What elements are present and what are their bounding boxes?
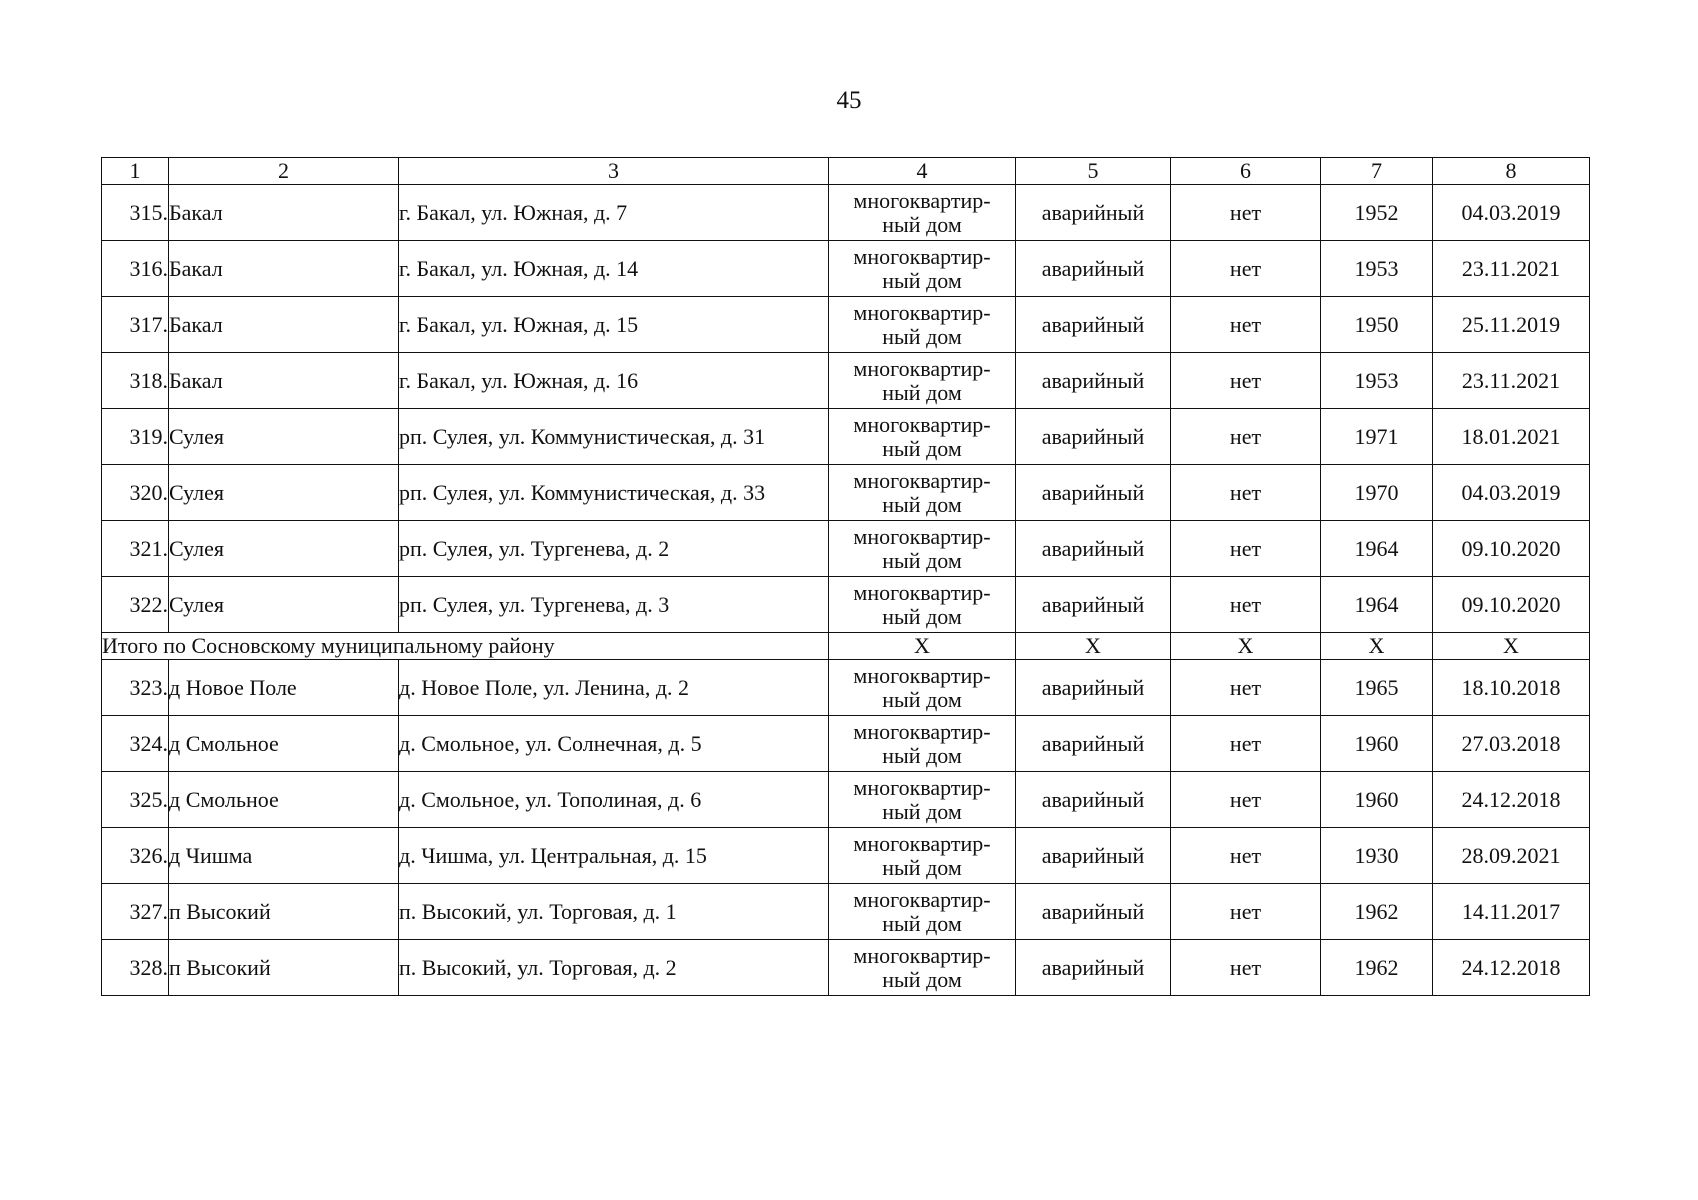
locality-cell: Сулея: [169, 465, 399, 521]
total-row-mark: X: [1171, 633, 1321, 660]
address-cell: рп. Сулея, ул. Коммунистическая, д. 33: [399, 465, 829, 521]
building-type-line-2: ный дом: [882, 435, 962, 461]
table-row: [102, 772, 1590, 828]
column-header: 2: [169, 158, 399, 185]
row-number: 320.: [102, 465, 169, 521]
building-type-cell: [829, 772, 1016, 828]
year-built-cell: 1965: [1321, 660, 1433, 716]
date-cell: 14.11.2017: [1433, 884, 1590, 940]
building-type-cell: [829, 409, 1016, 465]
flag-cell: нет: [1171, 716, 1321, 772]
column-header: 6: [1171, 158, 1321, 185]
building-type-line-1: многоквартир-: [853, 579, 991, 605]
total-row-label: Итого по Сосновскому муниципальному району: [102, 633, 829, 660]
locality-cell: Сулея: [169, 577, 399, 633]
flag-cell: нет: [1171, 521, 1321, 577]
row-number: 319.: [102, 409, 169, 465]
building-type-line-2: ный дом: [882, 910, 962, 936]
table-row: [102, 828, 1590, 884]
date-cell: 18.10.2018: [1433, 660, 1590, 716]
building-type-line-2: ный дом: [882, 323, 962, 349]
date-cell: 09.10.2020: [1433, 577, 1590, 633]
flag-cell: нет: [1171, 465, 1321, 521]
building-type-cell: [829, 297, 1016, 353]
flag-cell: нет: [1171, 660, 1321, 716]
table-row: [102, 577, 1590, 633]
address-cell: п. Высокий, ул. Торговая, д. 2: [399, 940, 829, 996]
building-type-line-1: многоквартир-: [853, 830, 991, 856]
address-cell: д. Чишма, ул. Центральная, д. 15: [399, 828, 829, 884]
table-body: [102, 185, 1590, 996]
year-built-cell: 1964: [1321, 521, 1433, 577]
row-number: 317.: [102, 297, 169, 353]
date-cell: 18.01.2021: [1433, 409, 1590, 465]
building-type-line-1: многоквартир-: [853, 187, 991, 213]
building-type-line-1: многоквартир-: [853, 662, 991, 688]
year-built-cell: 1962: [1321, 884, 1433, 940]
table-row: [102, 660, 1590, 716]
locality-cell: д Смольное: [169, 772, 399, 828]
building-type-line-1: многоквартир-: [853, 355, 991, 381]
building-type-line-2: ный дом: [882, 603, 962, 629]
flag-cell: нет: [1171, 353, 1321, 409]
table-row: [102, 241, 1590, 297]
locality-cell: Бакал: [169, 297, 399, 353]
table-row: [102, 297, 1590, 353]
building-type-line-2: ный дом: [882, 854, 962, 880]
year-built-cell: 1950: [1321, 297, 1433, 353]
row-number: 316.: [102, 241, 169, 297]
date-cell: 04.03.2019: [1433, 185, 1590, 241]
flag-cell: нет: [1171, 884, 1321, 940]
year-built-cell: 1953: [1321, 353, 1433, 409]
column-header: 4: [829, 158, 1016, 185]
building-type-cell: [829, 716, 1016, 772]
housing-registry-table: [101, 157, 1590, 996]
table-row: [102, 884, 1590, 940]
address-cell: рп. Сулея, ул. Тургенева, д. 2: [399, 521, 829, 577]
building-type-line-1: многоквартир-: [853, 467, 991, 493]
building-type-line-2: ный дом: [882, 966, 962, 992]
row-number: 318.: [102, 353, 169, 409]
condition-status-cell: аварийный: [1016, 297, 1171, 353]
locality-cell: д Новое Поле: [169, 660, 399, 716]
locality-cell: Бакал: [169, 185, 399, 241]
condition-status-cell: аварийный: [1016, 884, 1171, 940]
building-type-line-2: ный дом: [882, 686, 962, 712]
building-type-cell: [829, 660, 1016, 716]
date-cell: 28.09.2021: [1433, 828, 1590, 884]
address-cell: д. Смольное, ул. Тополиная, д. 6: [399, 772, 829, 828]
table-row: [102, 353, 1590, 409]
row-number: 324.: [102, 716, 169, 772]
condition-status-cell: аварийный: [1016, 409, 1171, 465]
flag-cell: нет: [1171, 409, 1321, 465]
table-row: [102, 940, 1590, 996]
address-cell: рп. Сулея, ул. Тургенева, д. 3: [399, 577, 829, 633]
building-type-cell: [829, 465, 1016, 521]
building-type-cell: [829, 828, 1016, 884]
condition-status-cell: аварийный: [1016, 577, 1171, 633]
condition-status-cell: аварийный: [1016, 828, 1171, 884]
building-type-cell: [829, 353, 1016, 409]
locality-cell: Сулея: [169, 409, 399, 465]
table-row: [102, 521, 1590, 577]
table-row: [102, 185, 1590, 241]
building-type-line-2: ный дом: [882, 379, 962, 405]
building-type-line-2: ный дом: [882, 267, 962, 293]
year-built-cell: 1960: [1321, 716, 1433, 772]
flag-cell: нет: [1171, 241, 1321, 297]
condition-status-cell: аварийный: [1016, 241, 1171, 297]
locality-cell: п Высокий: [169, 884, 399, 940]
building-type-line-2: ный дом: [882, 211, 962, 237]
flag-cell: нет: [1171, 772, 1321, 828]
locality-cell: п Высокий: [169, 940, 399, 996]
flag-cell: нет: [1171, 577, 1321, 633]
building-type-cell: [829, 884, 1016, 940]
building-type-cell: [829, 940, 1016, 996]
building-type-line-2: ный дом: [882, 798, 962, 824]
date-cell: 24.12.2018: [1433, 772, 1590, 828]
row-number: 328.: [102, 940, 169, 996]
condition-status-cell: аварийный: [1016, 353, 1171, 409]
building-type-line-1: многоквартир-: [853, 243, 991, 269]
address-cell: г. Бакал, ул. Южная, д. 7: [399, 185, 829, 241]
address-cell: п. Высокий, ул. Торговая, д. 1: [399, 884, 829, 940]
building-type-line-1: многоквартир-: [853, 299, 991, 325]
row-number: 322.: [102, 577, 169, 633]
year-built-cell: 1962: [1321, 940, 1433, 996]
column-header: 1: [102, 158, 169, 185]
condition-status-cell: аварийный: [1016, 660, 1171, 716]
building-type-line-2: ный дом: [882, 742, 962, 768]
column-header: 8: [1433, 158, 1590, 185]
year-built-cell: 1930: [1321, 828, 1433, 884]
year-built-cell: 1953: [1321, 241, 1433, 297]
building-type-cell: [829, 577, 1016, 633]
column-header: 7: [1321, 158, 1433, 185]
address-cell: д. Новое Поле, ул. Ленина, д. 2: [399, 660, 829, 716]
date-cell: 23.11.2021: [1433, 353, 1590, 409]
flag-cell: нет: [1171, 297, 1321, 353]
date-cell: 09.10.2020: [1433, 521, 1590, 577]
column-header: 3: [399, 158, 829, 185]
date-cell: 23.11.2021: [1433, 241, 1590, 297]
table-row: [102, 465, 1590, 521]
address-cell: д. Смольное, ул. Солнечная, д. 5: [399, 716, 829, 772]
total-row-mark: X: [829, 633, 1016, 660]
row-number: 327.: [102, 884, 169, 940]
building-type-line-1: многоквартир-: [853, 523, 991, 549]
row-number: 325.: [102, 772, 169, 828]
locality-cell: д Смольное: [169, 716, 399, 772]
year-built-cell: 1964: [1321, 577, 1433, 633]
address-cell: г. Бакал, ул. Южная, д. 15: [399, 297, 829, 353]
condition-status-cell: аварийный: [1016, 716, 1171, 772]
date-cell: 25.11.2019: [1433, 297, 1590, 353]
building-type-line-1: многоквартир-: [853, 774, 991, 800]
total-row: [102, 633, 1590, 660]
year-built-cell: 1952: [1321, 185, 1433, 241]
building-type-cell: [829, 241, 1016, 297]
flag-cell: нет: [1171, 828, 1321, 884]
building-type-line-2: ный дом: [882, 547, 962, 573]
flag-cell: нет: [1171, 940, 1321, 996]
total-row-mark: X: [1321, 633, 1433, 660]
condition-status-cell: аварийный: [1016, 521, 1171, 577]
total-row-mark: X: [1016, 633, 1171, 660]
date-cell: 24.12.2018: [1433, 940, 1590, 996]
date-cell: 04.03.2019: [1433, 465, 1590, 521]
building-type-line-1: многоквартир-: [853, 942, 991, 968]
building-type-cell: [829, 185, 1016, 241]
locality-cell: д Чишма: [169, 828, 399, 884]
address-cell: г. Бакал, ул. Южная, д. 14: [399, 241, 829, 297]
total-row-mark: X: [1433, 633, 1590, 660]
date-cell: 27.03.2018: [1433, 716, 1590, 772]
building-type-cell: [829, 521, 1016, 577]
column-header-row: [102, 158, 1590, 185]
page-number: 45: [836, 87, 862, 114]
condition-status-cell: аварийный: [1016, 185, 1171, 241]
condition-status-cell: аварийный: [1016, 772, 1171, 828]
year-built-cell: 1971: [1321, 409, 1433, 465]
building-type-line-1: многоквартир-: [853, 411, 991, 437]
address-cell: г. Бакал, ул. Южная, д. 16: [399, 353, 829, 409]
building-type-line-1: многоквартир-: [853, 718, 991, 744]
row-number: 323.: [102, 660, 169, 716]
row-number: 321.: [102, 521, 169, 577]
year-built-cell: 1960: [1321, 772, 1433, 828]
building-type-line-1: многоквартир-: [853, 886, 991, 912]
locality-cell: Бакал: [169, 241, 399, 297]
building-type-line-2: ный дом: [882, 491, 962, 517]
year-built-cell: 1970: [1321, 465, 1433, 521]
table-row: [102, 409, 1590, 465]
row-number: 326.: [102, 828, 169, 884]
condition-status-cell: аварийный: [1016, 940, 1171, 996]
condition-status-cell: аварийный: [1016, 465, 1171, 521]
row-number: 315.: [102, 185, 169, 241]
locality-cell: Сулея: [169, 521, 399, 577]
flag-cell: нет: [1171, 185, 1321, 241]
column-header: 5: [1016, 158, 1171, 185]
table-row: [102, 716, 1590, 772]
address-cell: рп. Сулея, ул. Коммунистическая, д. 31: [399, 409, 829, 465]
locality-cell: Бакал: [169, 353, 399, 409]
